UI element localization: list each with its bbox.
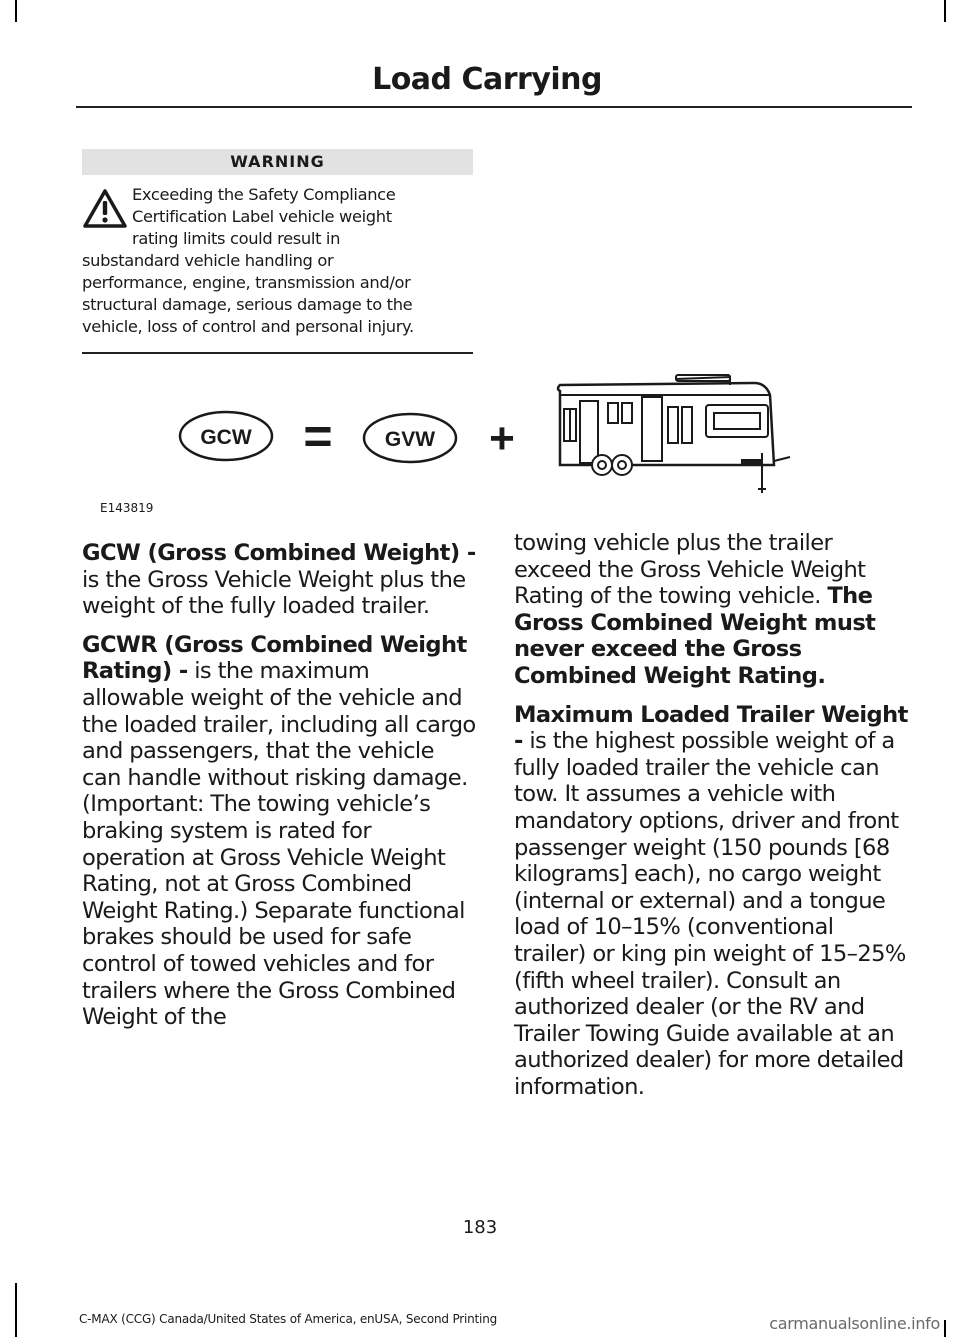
- gcw-text: is the Gross Vehicle Weight plus the weight of the fully loaded trailer.: [82, 566, 466, 620]
- gcw-rule-bold: The Gross Combined Weight must never exceed the Gross Combined Weight Rating.: [514, 583, 876, 689]
- gcwr-text: is the maximum allowable weight of the vehicle and the loaded trailer, including all cargo and passengers, that the vehicle can handle without risking damage. (Important: The towing vehicle’s braking system is rated for operation at Gross Vehicle Weight Rating, not at Gross Combined Weight Rating.) Separate functional brakes should be used for safe control of towed vehicles and for trailers where the Gross Combined Weight of the: [82, 658, 476, 1031]
- continuation-text: towing vehicle plus the trailer exceed the Gross Vehicle Weight Rating of the towing vehicle.: [514, 530, 866, 610]
- crop-mark-bottom-right: [944, 1320, 946, 1337]
- gcw-figure: [82, 365, 912, 515]
- warning-heading: WARNING: [82, 149, 473, 175]
- warning-line: Exceeding the Safety Compliance: [132, 185, 396, 204]
- gcw-equation-illustration: [82, 365, 912, 495]
- gcw-continuation: [514, 530, 909, 690]
- header-rule: [76, 106, 912, 108]
- warning-line: substandard vehicle handling or: [82, 251, 334, 270]
- crop-mark-top-right: [944, 0, 946, 22]
- max-trailer-weight-term: Maximum Loaded Trailer Weight -: [514, 701, 908, 755]
- gcw-label: GCW: [200, 426, 252, 449]
- max-trailer-weight-text: is the highest possible weight of a fully loaded trailer the vehicle can tow. It assumes a vehicle with mandatory options, driver and front passenger weight (150 pounds [68 kilograms] each), no cargo weight (internal or external) and a tongue load of 10–15% (conventional trailer) or king pin weight of 15–25% (fifth wheel trailer). Consult an authorized dealer (or the RV and Trailer Towing Guide available at an authorized dealer) for more detailed information.: [514, 728, 906, 1100]
- crop-mark-bottom-left: [15, 1283, 17, 1337]
- gcwr-definition: [82, 632, 477, 1031]
- warning-body: [82, 184, 473, 338]
- crop-mark-top-left: [15, 0, 17, 22]
- edition-footer: C-MAX (CCG) Canada/United States of America, enUSA, Second Printing: [79, 1312, 498, 1326]
- figure-code: E143819: [100, 501, 154, 515]
- plus-sign: +: [489, 414, 515, 463]
- warning-line: rating limits could result in: [132, 229, 341, 248]
- warning-line: Certification Label vehicle weight: [132, 207, 392, 226]
- warning-rule: [82, 352, 473, 354]
- travel-trailer-icon: [558, 375, 790, 493]
- left-column: [82, 540, 477, 1043]
- warning-line: performance, engine, transmission and/or: [82, 273, 411, 292]
- equals-sign: =: [303, 408, 333, 464]
- right-column: [514, 530, 909, 1112]
- watermark: carmanualsonline.info: [769, 1314, 940, 1333]
- warning-triangle-icon: [82, 188, 128, 230]
- gcw-definition: [82, 540, 477, 620]
- page-number: 183: [462, 1217, 498, 1238]
- gcwr-term: GCWR (Gross Combined Weight Rating) -: [82, 631, 467, 685]
- warning-line: vehicle, loss of control and personal injury.: [82, 317, 414, 336]
- warning-box: [82, 149, 473, 354]
- max-trailer-weight-definition: [514, 702, 909, 1101]
- gvw-label: GVW: [384, 428, 436, 451]
- page-title: Load Carrying: [372, 62, 602, 97]
- warning-line: structural damage, serious damage to the: [82, 295, 413, 314]
- gcw-term: GCW (Gross Combined Weight) -: [82, 540, 476, 566]
